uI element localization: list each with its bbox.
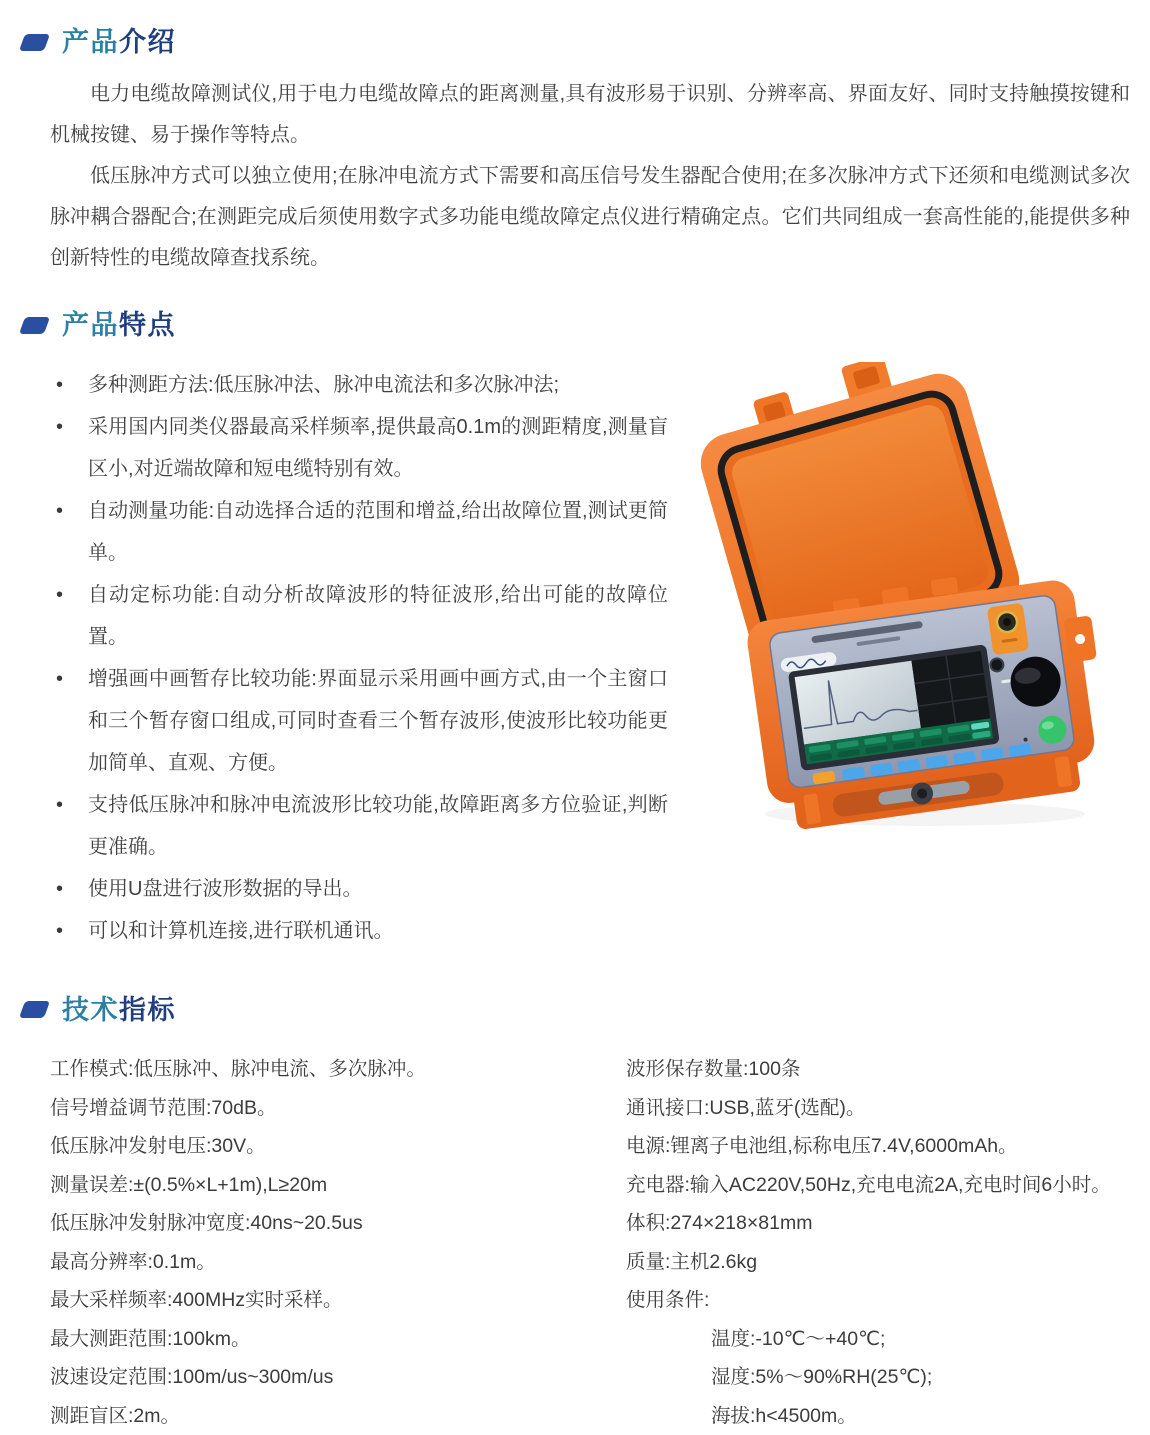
condition-item: 温度:-10℃～+40℃; [711,1327,886,1350]
cable-fault-tester-illustration [670,362,1130,832]
intro-header [22,26,1128,58]
features-title [62,309,176,341]
feature-item: • 采用国内同类仪器最高采样频率,提供最高0.1m的测距精度,测量盲区小,对近端故障和短电缆特别有效。 [50,406,668,490]
specs-header [22,994,1128,1026]
spec-item: 电源:锂离子电池组,标称电压7.4V,6000mAh。 [626,1135,1018,1158]
spec-list-left [22,1050,598,1435]
spec-item: 充电器:输入AC220V,50Hz,充电电流2A,充电时间6小时。 [626,1173,1111,1196]
section-specs [22,994,1128,1435]
feature-item: • 自动测量功能:自动选择合适的范围和增益,给出故障位置,测试更简单。 [50,490,668,574]
spec-item: 波形保存数量:100条 [626,1058,801,1081]
spec-item: 测距盲区:2m。 [50,1404,181,1427]
specs-columns [22,1042,1128,1435]
device-photo [670,362,1130,832]
spec-item: 工作模式:低压脉冲、脉冲电流、多次脉冲。 [50,1058,426,1081]
feature-item: • 可以和计算机连接,进行联机通讯。 [50,910,668,952]
features-row [22,358,1128,952]
spec-item: 质量:主机2.6kg [626,1250,758,1273]
condition-item: 湿度:5%～90%RH(25℃); [711,1366,933,1389]
intro-title-suffix: 介绍 [119,27,176,57]
spec-item: 最大测距范围:100km。 [50,1327,251,1350]
section-marker-icon [19,1001,50,1018]
intro-title-prefix: 产品 [62,27,119,57]
power-plate [987,603,1029,656]
spec-item: 使用条件: [626,1289,710,1312]
section-intro [22,26,1128,279]
spec-item: 最高分辨率:0.1m。 [50,1250,216,1273]
usage-conditions-list [598,1320,1128,1435]
section-marker-icon [19,317,50,334]
features-title-prefix: 产品 [62,310,119,341]
spec-item: 信号增益调节范围:70dB。 [50,1096,277,1119]
features-header [22,309,1128,341]
spec-item: 测量误差:±(0.5%×L+1m),L≥20m [50,1173,328,1196]
spec-item: 最大采样频率:400MHz实时采样。 [50,1289,343,1312]
spec-item: 低压脉冲发射脉冲宽度:40ns~20.5us [50,1212,363,1235]
specs-title [62,994,176,1026]
condition-item: 海拔:h<4500m。 [711,1404,857,1427]
section-features [22,309,1128,951]
feature-item: • 增强画中画暂存比较功能:界面显示采用画中画方式,由一个主窗口和三个暂存窗口组成,可同时查看三个暂存波形,使波形比较功能更加简单、直观、方便。 [50,658,668,784]
features-title-suffix: 特点 [119,310,176,341]
intro-paragraph: 电力电缆故障测试仪,用于电力电缆故障点的距离测量,具有波形易于识别、分辨率高、界面友好、同时支持触摸按键和机械按键、易于操作等特点。 [50,83,1130,147]
intro-paragraph: 低压脉冲方式可以独立使用;在脉冲电流方式下需要和高压信号发生器配合使用;在多次脉冲方式下还须和电缆测试多次脉冲耦合器配合;在测距完成后须使用数字式多功能电缆故障定点仪进行精确定点。它们共同组成一套高性能的,能提供多种创新特性的电缆故障查找系统。 [50,165,1130,270]
section-marker-icon [19,34,50,51]
specs-title-prefix: 技术 [62,994,119,1025]
spec-item: 体积:274×218×81mm [626,1212,813,1235]
spec-item: 通讯接口:USB,蓝牙(选配)。 [626,1096,866,1119]
spec-item: 低压脉冲发射电压:30V。 [50,1135,266,1158]
feature-item: • 支持低压脉冲和脉冲电流波形比较功能,故障距离多方位验证,判断更准确。 [50,784,668,868]
spec-item: 波速设定范围:100m/us~300m/us [50,1366,334,1389]
feature-item: • 自动定标功能:自动分析故障波形的特征波形,给出可能的故障位置。 [50,574,668,658]
feature-list [22,364,668,952]
feature-item: • 使用U盘进行波形数据的导出。 [50,868,668,910]
spec-column-right [598,1042,1128,1435]
spec-list-right [598,1050,1128,1320]
probe-jack-icon [990,657,1005,672]
feature-item: • 多种测距方法:低压脉冲法、脉冲电流法和多次脉冲法; [50,364,668,406]
specs-title-suffix: 指标 [119,994,176,1025]
intro-body [22,74,1130,279]
intro-title [62,26,176,58]
